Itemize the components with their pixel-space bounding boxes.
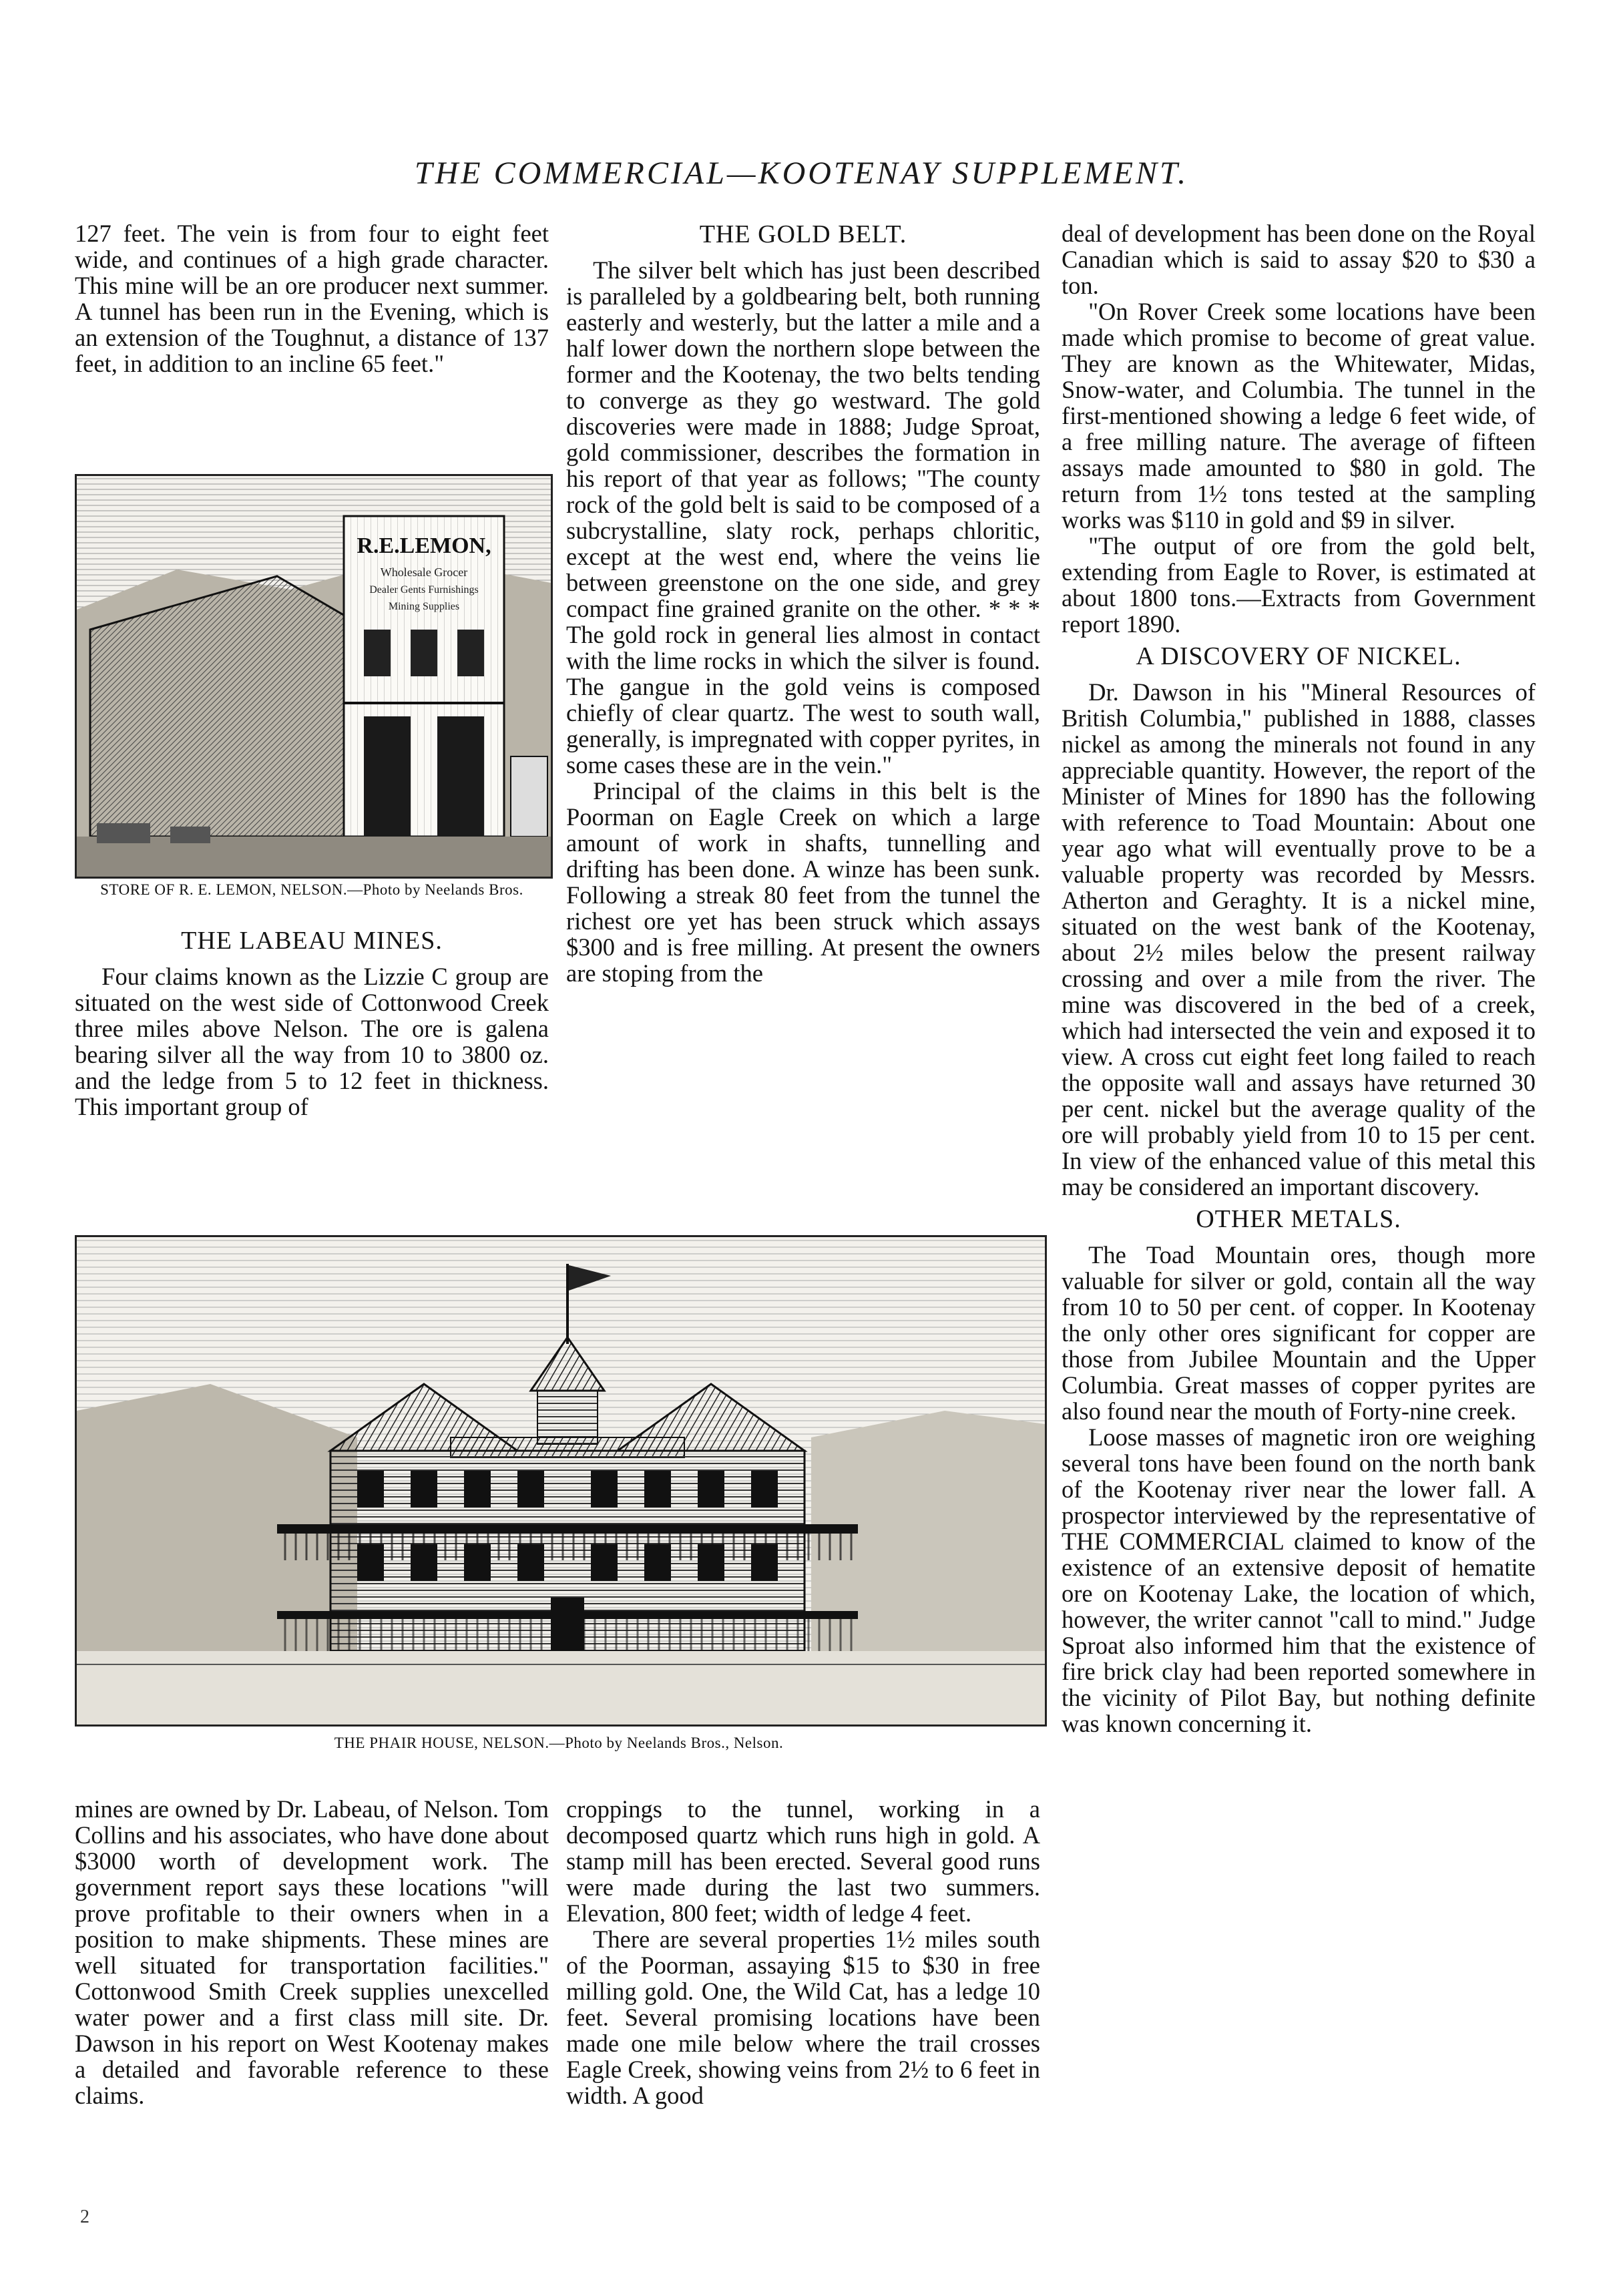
paragraph: croppings to the tunnel, working in a decomposed quartz which runs high in gold. A stamp mill has been erected. Several good runs were made during the last two summers. Elevation, 800 feet; width of ledge 4 feet. xyxy=(566,1795,1040,1927)
paragraph: deal of development has been done on the Royal Canadian which is said to assay $20 to $30 a ton. xyxy=(1062,220,1536,299)
paragraph: Loose masses of magnetic iron ore weighing several tons have been found on the north bank of the Kootenay river near the lower fall. A prospector interviewed by the representative of THE COMMERCIAL claimed to know of the existence of an extensive deposit of hematite ore on Kootenay Lake, the location of which, however, the writer cannot "call to mind." Judge Sproat also informed him that the existence of fire brick clay had been reported somewhere in the vicinity of Pilot Bay, but nothing definite was known concerning it. xyxy=(1062,1423,1536,1737)
paragraph: The silver belt which has just been described is paralleled by a goldbearing belt, both running easterly and westerly, but the latter a mile and a half lower down the northern slope between the former and the Kootenay, the two belts tending to converge as they go westward. The gold discoveries were made in 1888; Judge Sproat, gold commissioner, describes the formation in his report of that year as follows; "The county rock of the gold belt is said to be composed of a subcrystalline, slaty rock, perhaps chloritic, except at the west end, where the veins lie between greenstone on the one side, and grey compact fine grained granite on the other. * * * The gold rock in general lies almost in contact with the lime rocks in which the silver is found. The gangue in the gold veins is composed chiefly of clear quartz. The west to south wall, generally, is impregnated with copper pyrites, in some cases these are in the vein." xyxy=(566,256,1040,778)
paragraph: Principal of the claims in this belt is the Poorman on Eagle Creek on which a large amount of work in shafts, tunnelling and drifting has been done. A winze has been sunk. Following a streak 80 feet from the tunnel the richest ore yet has been struck which assays $300 and is free milling. At present the owners are stoping from the xyxy=(566,777,1040,987)
svg-text:Mining Supplies: Mining Supplies xyxy=(388,601,460,612)
lemon-store-caption: STORE OF R. E. LEMON, NELSON.—Photo by Neelands Bros. xyxy=(100,881,523,898)
gold-belt-section xyxy=(566,215,1040,986)
labeau-section xyxy=(75,921,549,1120)
paragraph: Four claims known as the Lizzie C group are situated on the west side of Cottonwood Creek three miles above Nelson. The ore is galena bearing silver all the way from 10 to 3800 oz. and the ledge from 5 to 12 feet in thickness. This important group of xyxy=(75,963,549,1120)
paragraph: The Toad Mountain ores, though more valuable for silver or gold, contain all the way from 10 to 50 per cent. of copper. In Kootenay the only other ores significant for copper are those from Jubilee Mountain and the Upper Columbia. Great masses of copper pyrites are also found near the mouth of Forty-nine creek. xyxy=(1062,1241,1536,1425)
column-1-top xyxy=(75,220,549,377)
paragraph: mines are owned by Dr. Labeau, of Nelson. Tom Collins and his associates, who have done about $3000 worth of development work. The government report says these locations "will prove profitable to their owners when in a position to make shipments. These mines are well situated for transportation facilities." Cottonwood Smith Creek supplies unexcelled water power and a first class mill site. Dr. Dawson in his report on West Kootenay makes a detailed and favorable reference to these claims. xyxy=(75,1795,549,2109)
page-header: THE COMMERCIAL—KOOTENAY SUPPLEMENT. xyxy=(414,156,1189,191)
column-1-bottom xyxy=(75,1796,549,2108)
phair-house-drawing xyxy=(77,1237,1045,1725)
paragraph: "The output of ore from the gold belt, extending from Eagle to Rover, is estimated at about 1800 tons.—Extracts from Government report 1890. xyxy=(1062,532,1536,638)
column-3 xyxy=(1062,220,1536,1737)
store-sign: R.E.LEMON, xyxy=(357,533,491,558)
phair-house-caption: THE PHAIR HOUSE, NELSON.—Photo by Neelands Bros., Nelson. xyxy=(334,1735,784,1751)
heading-nickel: A DISCOVERY OF NICKEL. xyxy=(1136,642,1461,670)
column-2-bottom xyxy=(566,1796,1040,2108)
heading-labeau-mines: THE LABEAU MINES. xyxy=(181,927,443,955)
paragraph: 127 feet. The vein is from four to eight feet wide, and continues of a high grade character. This mine will be an ore producer next summer. A tunnel has been run in the Evening, which is an extension of the Toughnut, a distance of 137 feet, in addition to an incline 65 feet." xyxy=(75,220,549,377)
phair-house-illustration xyxy=(75,1235,1047,1727)
svg-text:Dealer Gents Furnishings: Dealer Gents Furnishings xyxy=(369,584,479,596)
heading-gold-belt: THE GOLD BELT. xyxy=(699,220,907,248)
paragraph: Dr. Dawson in his "Mineral Resources of British Columbia," published in 1888, classes nickel as among the minerals not found in any appreciable quantity. However, the report of the Minister of Mines for 1890 has the following with reference to Toad Mountain: About one year ago what will eventually prove to be a valuable property was recorded by Messrs. Atherton and Geraghty. It is a nickel mine, situated on the west bank of the Kootenay, about 2½ miles below the present railway crossing and over a mile from the river. The mine was discovered in the bed of a creek, which had intersected the vein and exposed it to view. A cross cut eight feet long failed to reach the opposite wall and assays have returned 30 per cent. nickel but the average quality of the ore will probably yield from 10 to 15 per cent. In view of the enhanced value of this metal this may be considered an important discovery. xyxy=(1062,678,1536,1200)
lemon-store-drawing xyxy=(77,476,551,877)
page-marker: 2 xyxy=(80,2207,89,2227)
paragraph: There are several properties 1½ miles south of the Poorman, assaying $15 to $30 in free milling gold. One, the Wild Cat, has a ledge 10 feet. Several promising locations have been made one mile below where the trail crosses Eagle Creek, showing veins from 2½ to 6 feet in width. A good xyxy=(566,1925,1040,2109)
svg-text:Wholesale Grocer: Wholesale Grocer xyxy=(380,565,468,579)
paragraph: "On Rover Creek some locations have been made which promise to become of great value. They are known as the Whitewater, Midas, Snow-water, and Columbia. The tunnel in the first-mentioned showing a ledge 6 feet wide, of a free milling nature. The average of fifteen assays made amounted to $80 in gold. The return from 1½ tons tested at the sampling works was $110 in gold and $9 in silver. xyxy=(1062,298,1536,533)
heading-other-metals: OTHER METALS. xyxy=(1196,1205,1401,1233)
lemon-store-illustration xyxy=(75,474,553,879)
